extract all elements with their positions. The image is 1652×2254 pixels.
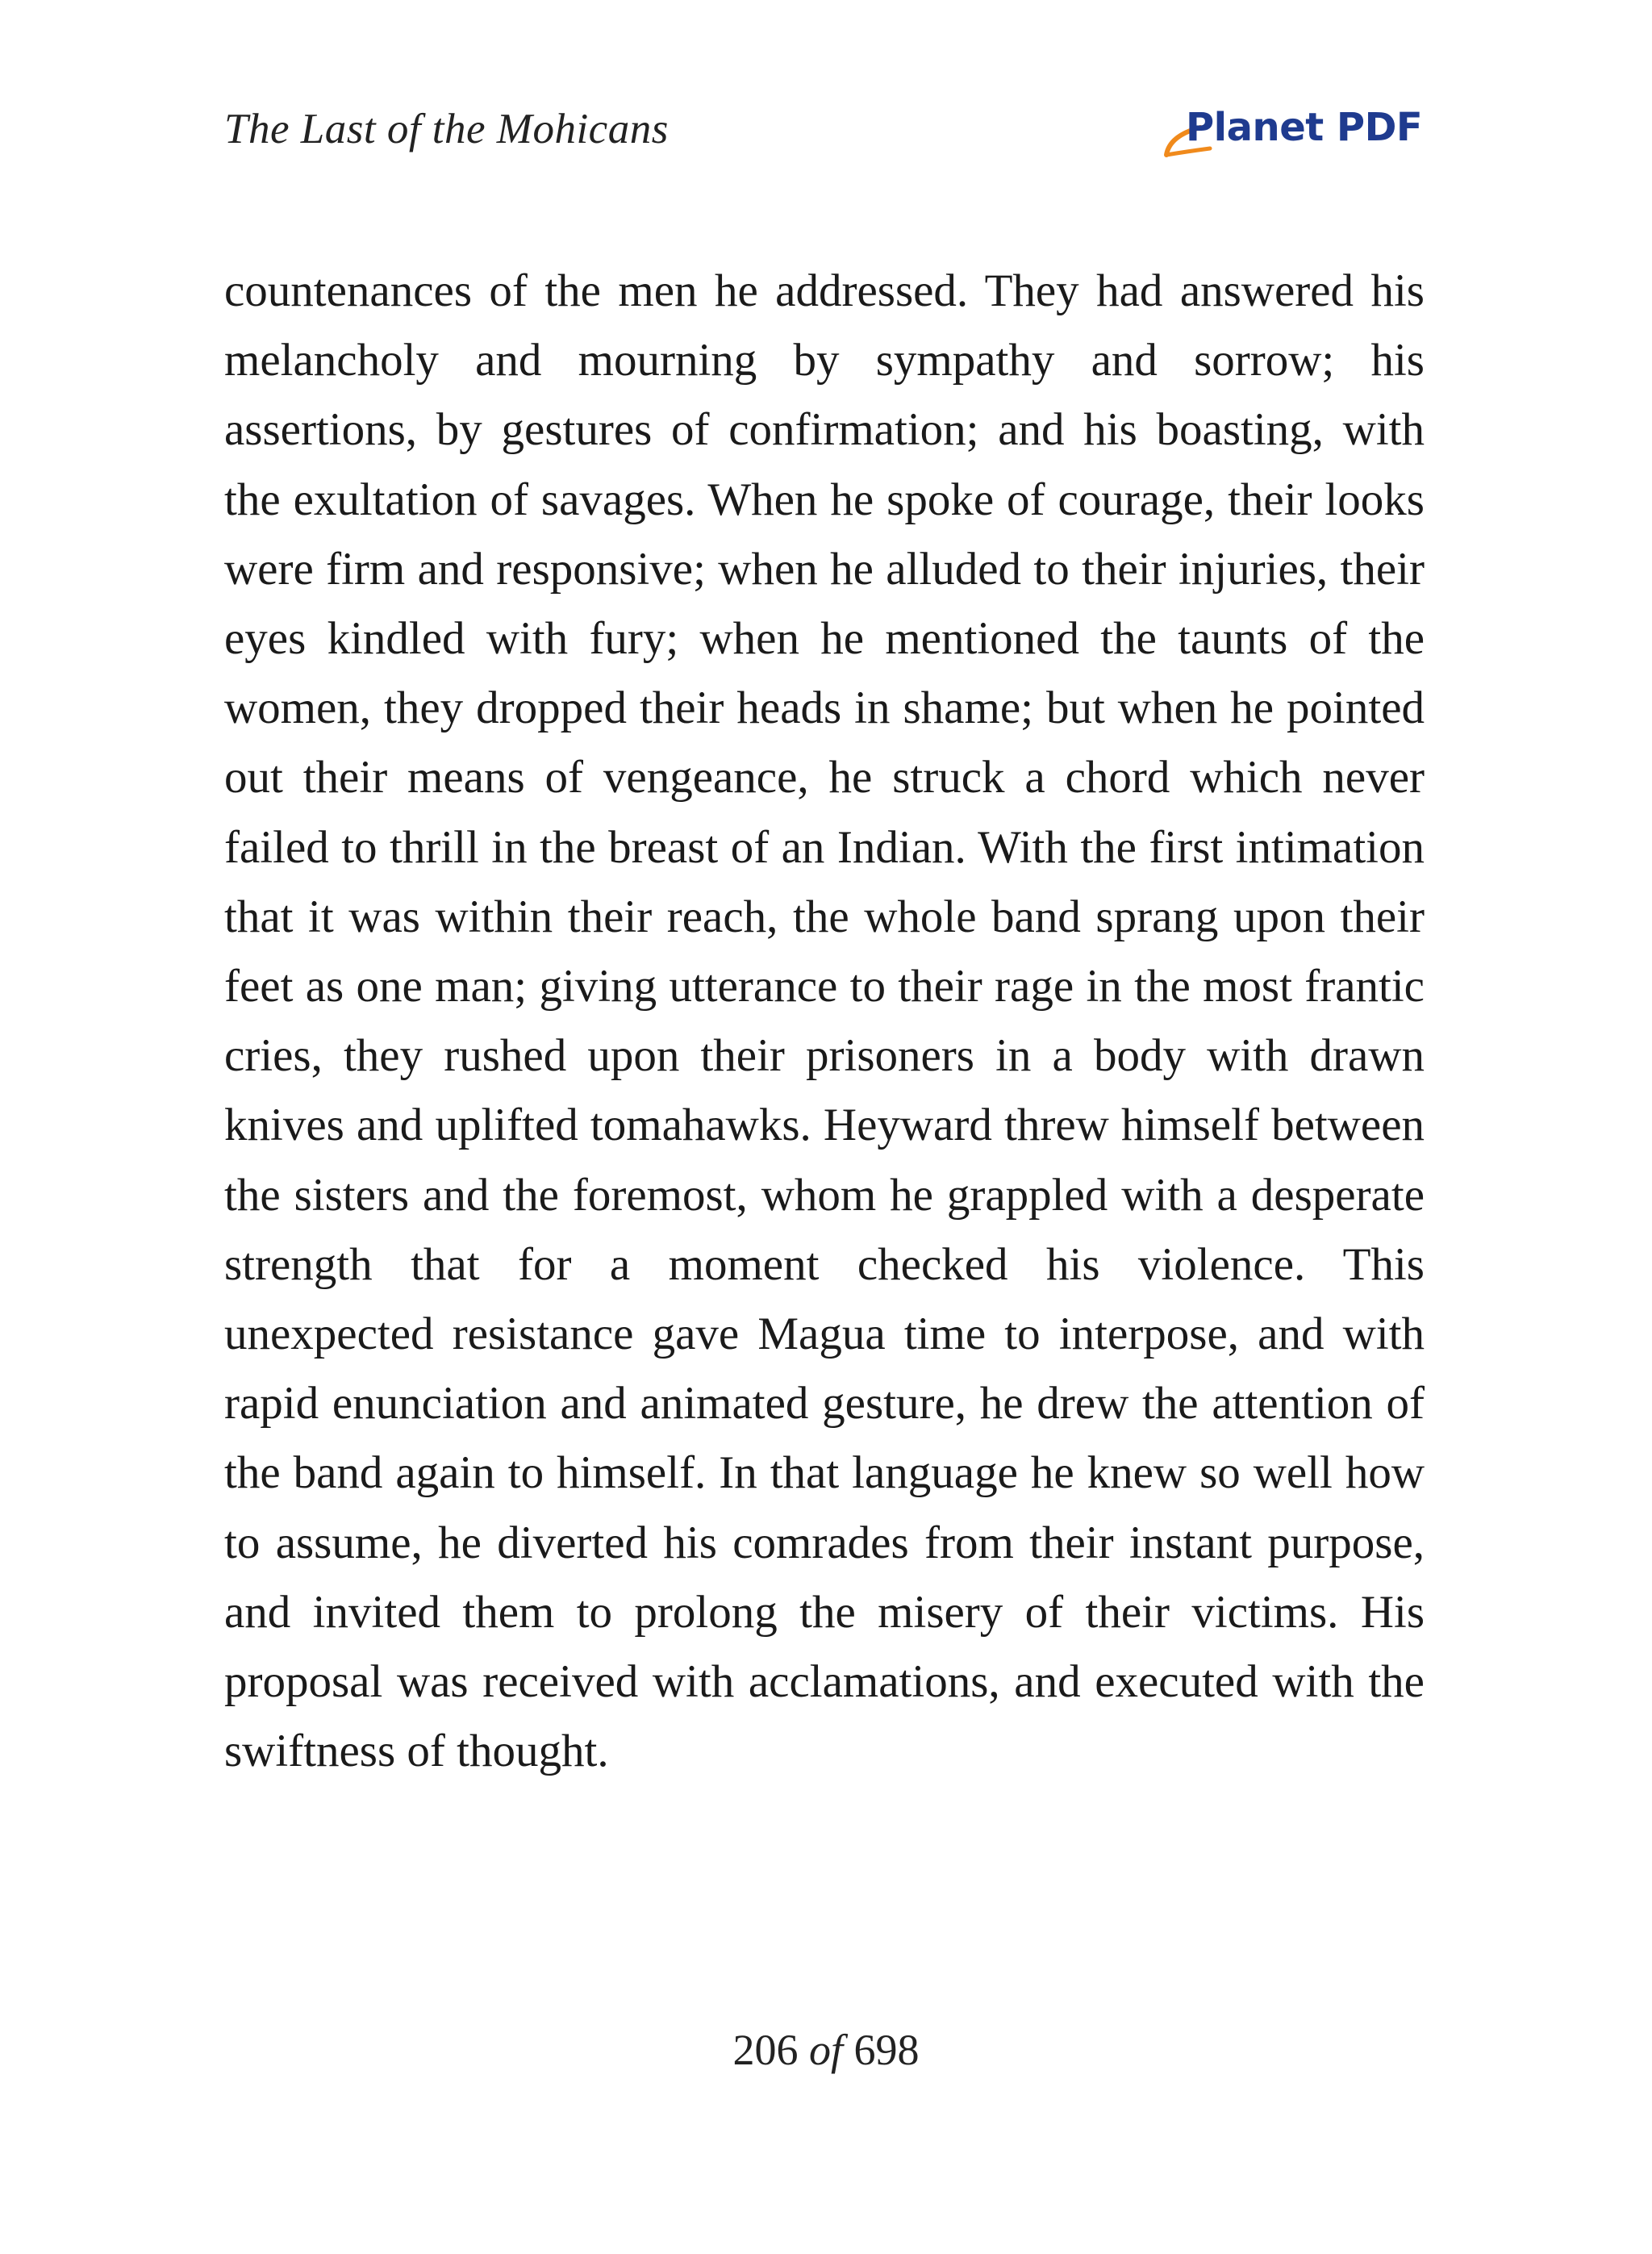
logo-text: Planet PDF: [1186, 105, 1423, 150]
planet-pdf-logo[interactable]: [1162, 103, 1428, 168]
page-number: [0, 2025, 1652, 2075]
body-paragraph: countenances of the men he addressed. They had answered his melancholy and mourning by sympathy and sorrow; his assertions, by gestures of confirmation; and his boasting, with the exultation of savages. When he spoke of courage, their looks were firm and responsive; when he alluded to their injuries, their eyes kindled with fury; when he mentioned the taunts of the women, they dropped their heads in shame; but when he pointed out their means of vengeance, he struck a chord which never failed to thrill in the breast of an Indian. With the first intimation that it was within their reach, the whole band sprang upon their feet as one man; giving utterance to their rage in the most frantic cries, they rushed upon their prisoners in a body with drawn knives and uplifted tomahawks. Heyward threw himself between the sisters and the foremost, whom he grappled with a desperate strength that for a moment checked his violence. This unexpected resistance gave Magua time to interpose, and with rapid enunciation and animated gesture, he drew the attention of the band again to himself. In that language he knew so well how to assume, he diverted his comrades from their instant purpose, and invited them to prolong the misery of their victims. His proposal was received with acclamations, and executed with the swiftness of thought.: [224, 265, 1425, 1777]
total-page-count: 698: [853, 2026, 920, 2074]
current-page-number: 206: [732, 2026, 799, 2074]
page-separator: of: [808, 2026, 843, 2074]
running-header-book-title: The Last of the Mohicans: [224, 106, 669, 152]
